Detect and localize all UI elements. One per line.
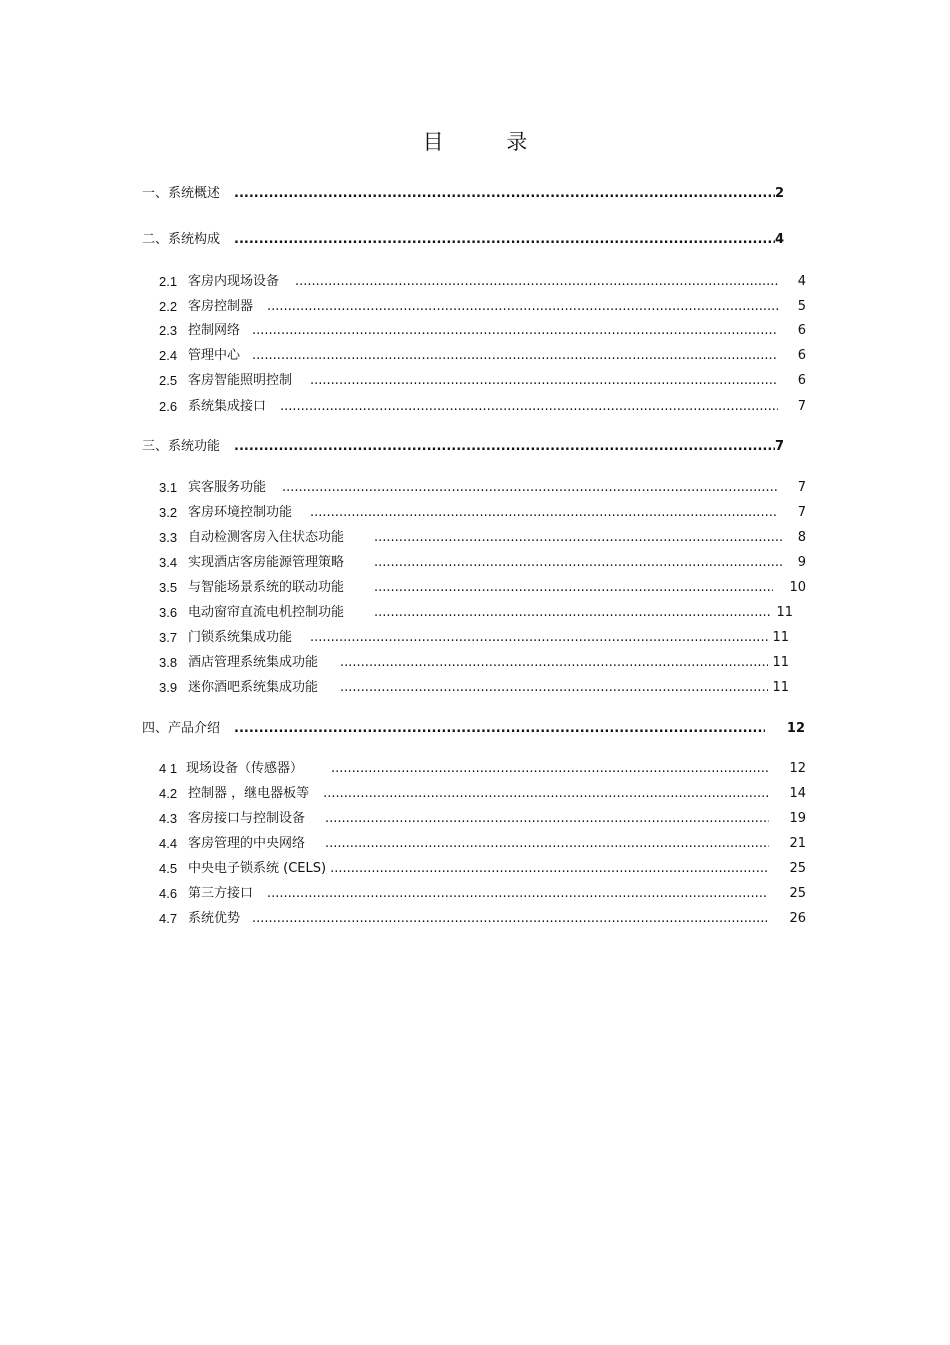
toc-entry-page: 7	[797, 399, 806, 414]
dot-leader	[325, 810, 769, 828]
toc-entry-number: 3.1	[159, 480, 178, 495]
dot-leader	[310, 372, 778, 390]
toc-entry-page: 25	[789, 861, 806, 876]
toc-entry-label: 电动窗帘直流电机控制功能	[188, 605, 345, 620]
toc-entry-page: 26	[789, 911, 806, 926]
toc-entry-number: 2.1	[159, 274, 178, 289]
toc-entry-number: 3.8	[159, 655, 178, 670]
toc-section-3-7[interactable]	[159, 629, 789, 647]
toc-section-4-2[interactable]	[159, 785, 806, 803]
toc-entry-page: 6	[797, 373, 806, 388]
dot-leader	[374, 579, 773, 597]
toc-entry-number: 4.7	[159, 911, 178, 926]
toc-section-2-3[interactable]	[159, 322, 806, 340]
toc-section-3-1[interactable]	[159, 479, 806, 497]
toc-section-4-3[interactable]	[159, 810, 806, 828]
dot-leader	[234, 185, 775, 203]
toc-entry-number: 4.4	[159, 836, 178, 851]
dot-leader	[252, 347, 776, 365]
toc-chapter-1[interactable]	[142, 185, 784, 203]
dot-leader	[280, 398, 778, 416]
toc-entry-label: 客房环境控制功能	[188, 505, 293, 520]
dot-leader	[340, 654, 768, 672]
toc-entry-label: 系统集成接口	[188, 399, 267, 414]
toc-section-4-1[interactable]	[159, 760, 806, 778]
toc-section-3-9[interactable]	[159, 679, 789, 697]
toc-entry-page: 7	[774, 439, 784, 454]
toc-entry-label: 控制网络	[188, 323, 241, 338]
dot-leader	[234, 438, 775, 456]
toc-entry-page: 8	[797, 530, 806, 545]
dot-leader	[323, 785, 769, 803]
toc-entry-page: 12	[789, 761, 806, 776]
toc-entry-number: 2.5	[159, 373, 178, 388]
toc-entry-number: 3.6	[159, 605, 178, 620]
toc-section-3-5[interactable]	[159, 579, 806, 597]
toc-entry-number: 4.3	[159, 811, 178, 826]
toc-section-4-4[interactable]	[159, 835, 806, 853]
toc-entry-page: 7	[797, 480, 806, 495]
toc-entry-page: 14	[789, 786, 806, 801]
dot-leader	[310, 629, 768, 647]
toc-entry-label: 四、产品介绍	[142, 721, 221, 736]
toc-entry-page: 5	[797, 299, 806, 314]
dot-leader	[374, 604, 772, 622]
dot-leader	[331, 760, 769, 778]
toc-entry-page: 2	[774, 186, 784, 201]
toc-section-3-2[interactable]	[159, 504, 806, 522]
toc-entry-label: 宾客服务功能	[188, 480, 267, 495]
toc-entry-label: 一、系统概述	[142, 186, 221, 201]
toc-section-3-4[interactable]	[159, 554, 806, 572]
toc-entry-label: 门锁系统集成功能	[188, 630, 293, 645]
toc-entry-number: 2.2	[159, 299, 178, 314]
toc-entry-page: 11	[772, 655, 789, 670]
toc-entry-label: 与智能场景系统的联动功能	[188, 580, 345, 595]
toc-entry-number: 4.2	[159, 786, 178, 801]
dot-leader	[310, 504, 778, 522]
toc-section-4-5[interactable]	[159, 860, 806, 878]
toc-entry-page: 6	[797, 348, 806, 363]
toc-entry-number: 3.5	[159, 580, 178, 595]
toc-entry-page: 19	[789, 811, 806, 826]
toc-entry-label: 第三方接口	[188, 886, 254, 901]
toc-section-2-1[interactable]	[159, 273, 806, 291]
toc-entry-label: 实现酒店客房能源管理策略	[188, 555, 345, 570]
toc-entry-label: 客房控制器	[188, 299, 254, 314]
dot-leader	[267, 298, 778, 316]
toc-section-2-4[interactable]	[159, 347, 806, 365]
toc-entry-page: 7	[797, 505, 806, 520]
dot-leader	[282, 479, 778, 497]
toc-chapter-3[interactable]	[142, 438, 784, 456]
dot-leader	[330, 860, 769, 878]
toc-section-4-6[interactable]	[159, 885, 806, 903]
toc-entry-page: 6	[797, 323, 806, 338]
toc-entry-label: 客房智能照明控制	[188, 373, 293, 388]
toc-entry-label: 迷你酒吧系统集成功能	[188, 680, 319, 695]
dot-leader	[340, 679, 768, 697]
dot-leader	[325, 835, 769, 853]
toc-entry-page: 11	[772, 680, 789, 695]
page-title: 目 录	[422, 130, 556, 154]
toc-chapter-4[interactable]	[142, 720, 805, 738]
dot-leader	[295, 273, 778, 291]
dot-leader	[234, 231, 775, 249]
toc-entry-label: 现场设备（传感器）	[186, 761, 304, 776]
toc-entry-number: 2.4	[159, 348, 178, 363]
toc-section-2-6[interactable]	[159, 398, 806, 416]
toc-entry-page: 25	[789, 886, 806, 901]
toc-entry-page: 11	[772, 630, 789, 645]
toc-chapter-2[interactable]	[142, 231, 784, 249]
dot-leader	[252, 910, 767, 928]
toc-entry-label: 客房接口与控制设备	[188, 811, 306, 826]
toc-entry-label: 控制器 ，继电器板等	[188, 786, 310, 801]
toc-entry-label: 系统优势	[188, 911, 241, 926]
toc-entry-page: 9	[797, 555, 806, 570]
toc-entry-number: 3.9	[159, 680, 178, 695]
toc-entry-number: 2.6	[159, 399, 178, 414]
toc-entry-page: 11	[776, 605, 793, 620]
toc-entry-label: 三、系统功能	[142, 439, 221, 454]
toc-entry-number: 4 1	[159, 761, 178, 776]
toc-entry-label: 客房管理的中央网络	[188, 836, 306, 851]
dot-leader	[374, 529, 782, 547]
toc-entry-page: 4	[774, 232, 784, 247]
toc-entry-number: 3.4	[159, 555, 178, 570]
toc-entry-label: 中央电子锁系统 (CELS)	[188, 861, 327, 876]
toc-entry-page: 12	[786, 721, 805, 736]
toc-entry-number: 2.3	[159, 323, 178, 338]
dot-leader	[234, 720, 765, 738]
toc-entry-number: 3.3	[159, 530, 178, 545]
dot-leader	[374, 554, 782, 572]
toc-entry-label: 二、系统构成	[142, 232, 221, 247]
toc-entry-number: 3.2	[159, 505, 178, 520]
toc-entry-label: 管理中心	[188, 348, 241, 363]
toc-section-4-7[interactable]	[159, 910, 806, 928]
toc-section-2-5[interactable]	[159, 372, 806, 390]
toc-entry-page: 21	[789, 836, 806, 851]
toc-section-3-8[interactable]	[159, 654, 789, 672]
toc-entry-label: 自动检测客房入住状态功能	[188, 530, 345, 545]
toc-entry-label: 客房内现场设备	[188, 274, 280, 289]
dot-leader	[267, 885, 767, 903]
toc-section-3-3[interactable]	[159, 529, 806, 547]
toc-entry-page: 10	[789, 580, 806, 595]
dot-leader	[252, 322, 776, 340]
toc-entry-number: 4.6	[159, 886, 178, 901]
toc-entry-page: 4	[797, 274, 806, 289]
toc-entry-number: 3.7	[159, 630, 178, 645]
toc-entry-label: 酒店管理系统集成功能	[188, 655, 319, 670]
toc-entry-number: 4.5	[159, 861, 178, 876]
toc-section-2-2[interactable]	[159, 298, 806, 316]
toc-section-3-6[interactable]	[159, 604, 793, 622]
